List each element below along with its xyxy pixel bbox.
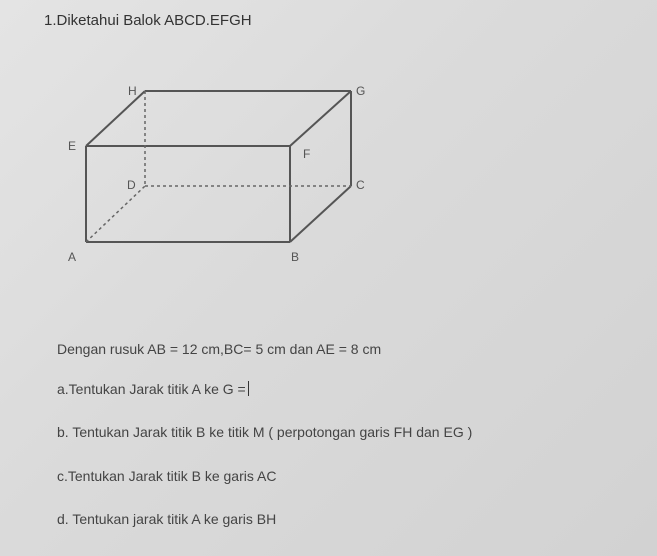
edge-cb xyxy=(290,186,351,242)
vertex-label-h: H xyxy=(128,84,137,98)
vertex-label-d: D xyxy=(127,178,136,192)
question-a-row[interactable] xyxy=(57,381,249,397)
edge-ad-hidden xyxy=(86,186,145,242)
vertex-label-b: B xyxy=(291,250,300,264)
problem-title: 1.Diketahui Balok ABCD.EFGH xyxy=(44,12,252,29)
text-cursor xyxy=(248,381,249,396)
vertex-label-c: C xyxy=(356,178,365,192)
vertex-label-f: F xyxy=(303,147,311,161)
edge-eh xyxy=(86,91,145,146)
vertex-label-g: G xyxy=(356,84,366,98)
edge-gf xyxy=(290,91,351,146)
question-a-text: a.Tentukan Jarak titik A ke G = xyxy=(57,381,246,397)
question-d-text: d. Tentukan jarak titik A ke garis BH xyxy=(57,511,277,527)
question-c-text: c.Tentukan Jarak titik B ke garis AC xyxy=(57,468,277,484)
vertex-label-e: E xyxy=(68,139,77,153)
vertex-label-a: A xyxy=(68,250,77,264)
given-edges-text: Dengan rusuk AB = 12 cm,BC= 5 cm dan AE = 8 cm xyxy=(57,341,382,357)
question-b-text: b. Tentukan Jarak titik B ke titik M ( perpotongan garis FH dan EG ) xyxy=(57,424,473,440)
